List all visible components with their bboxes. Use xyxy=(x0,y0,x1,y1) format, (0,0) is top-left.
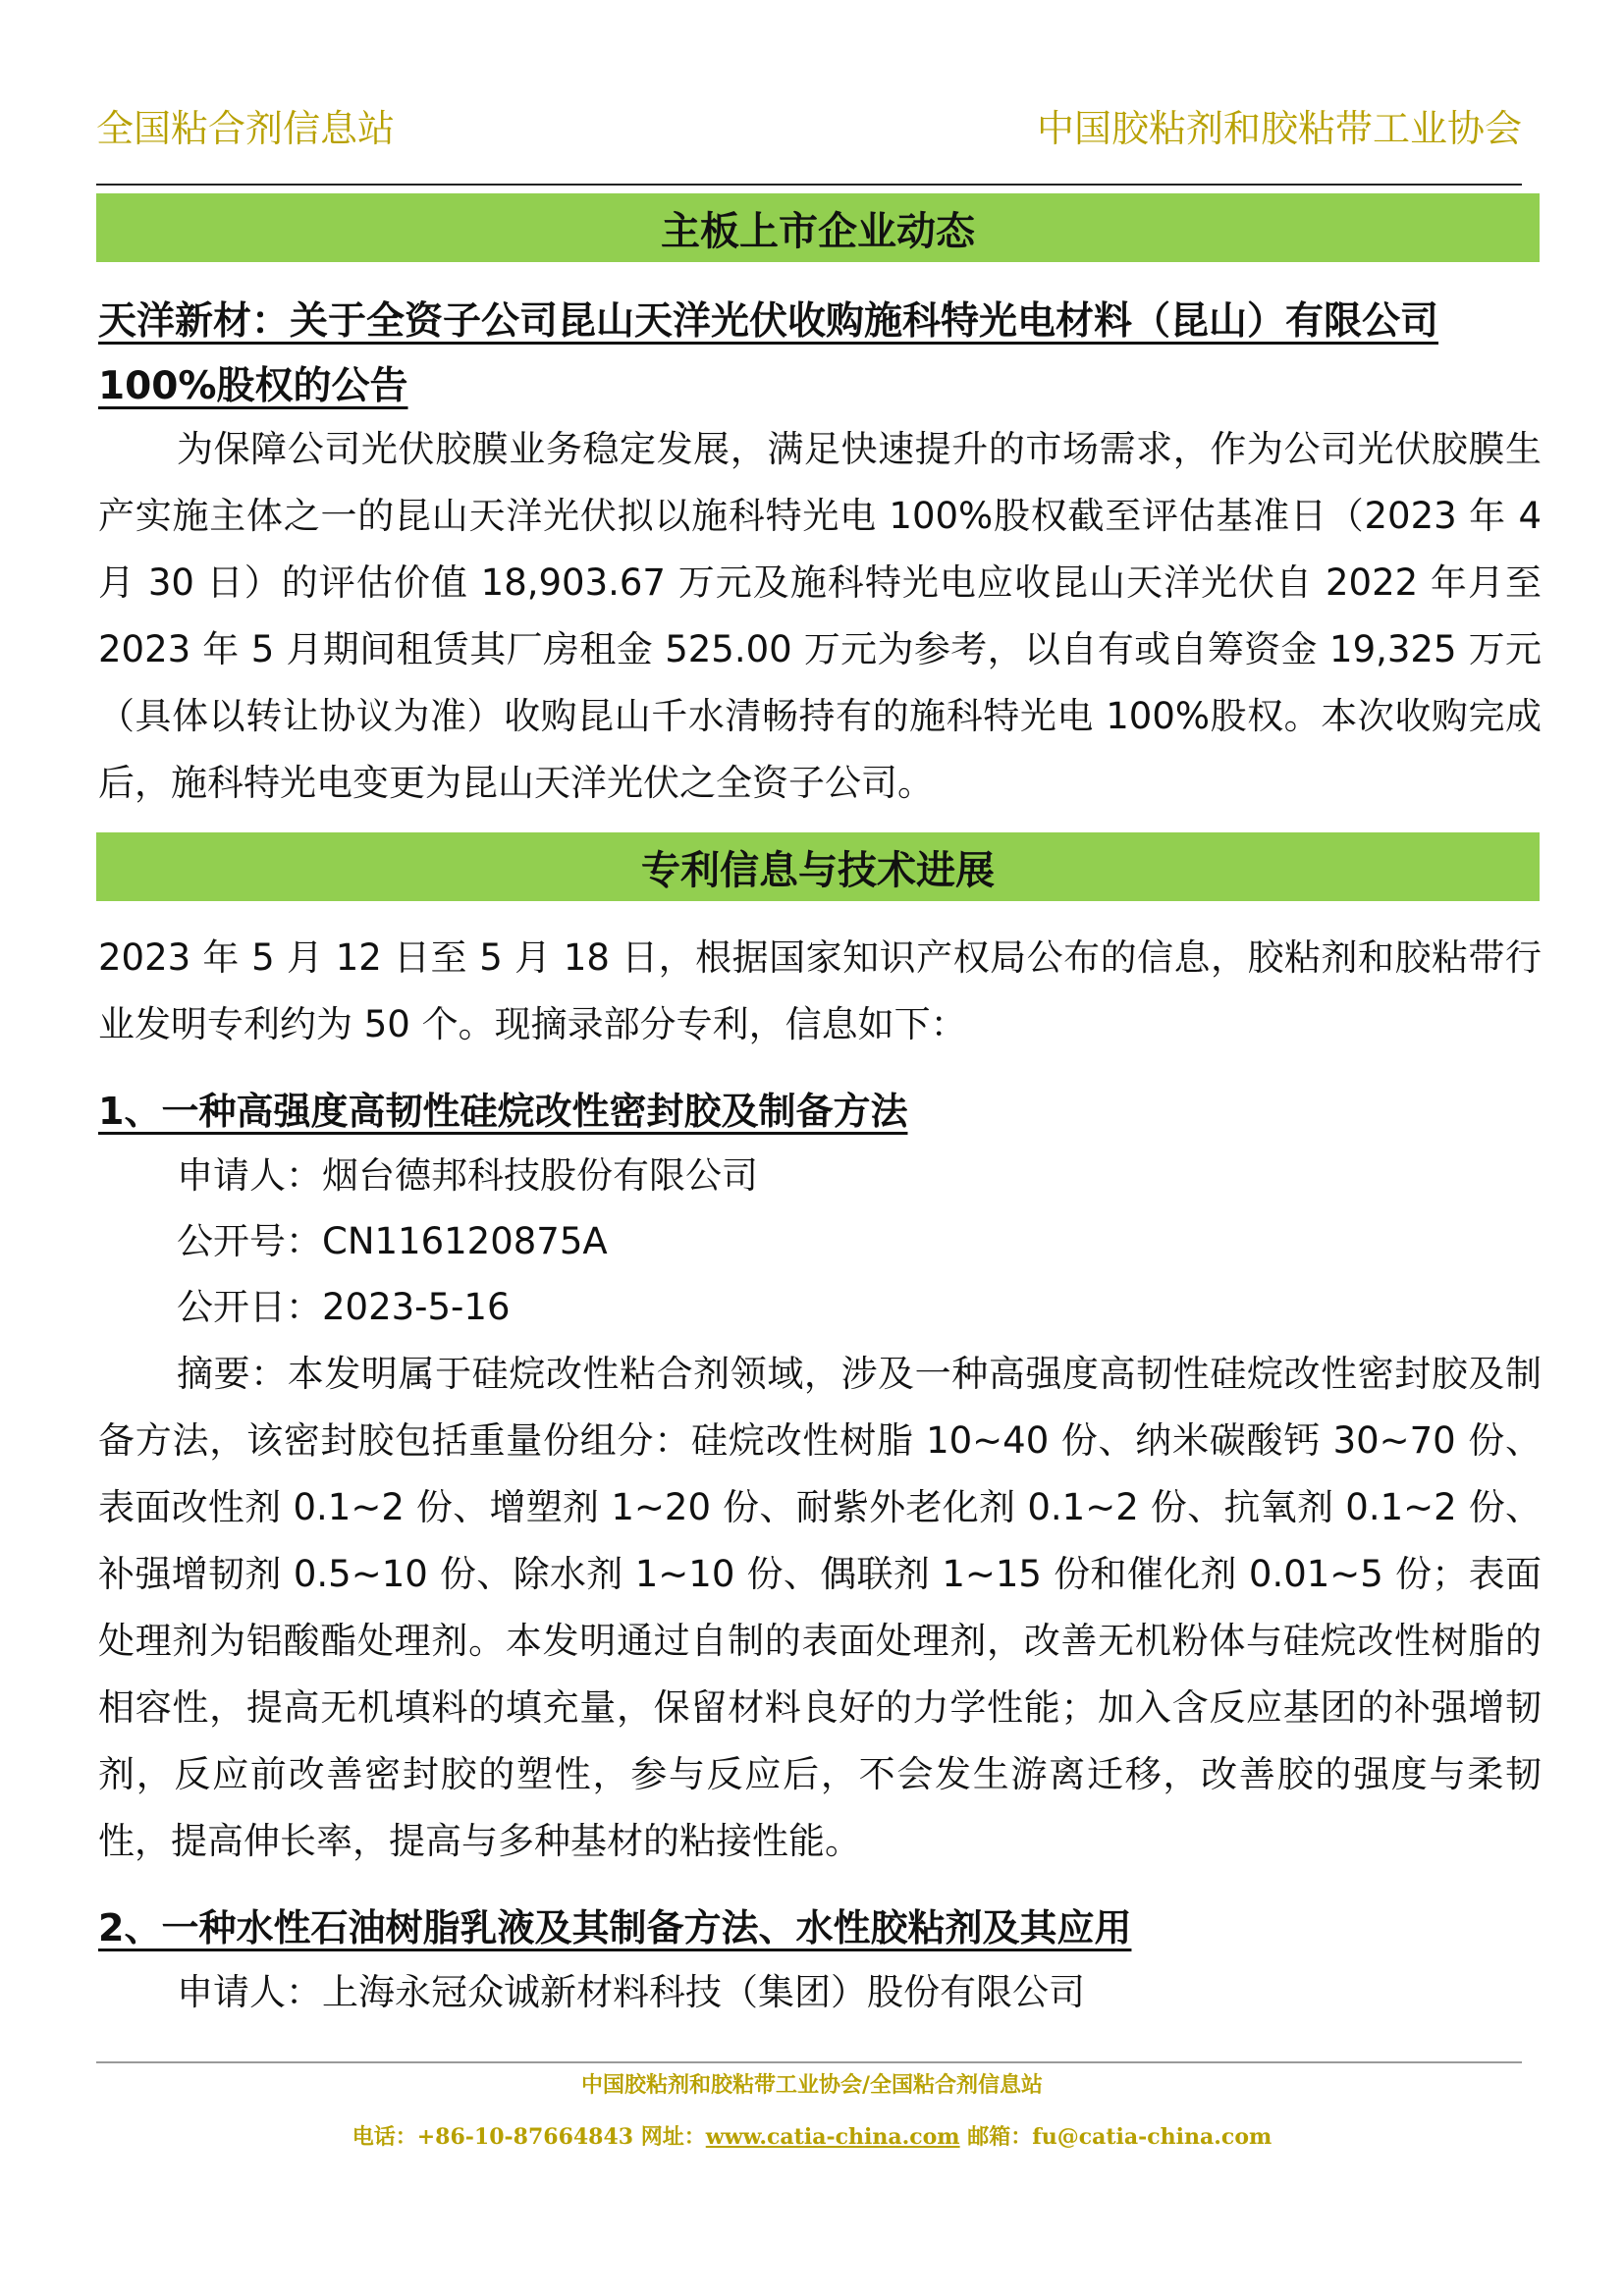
section-heading-patents: 专利信息与技术进展 xyxy=(96,832,1540,901)
header-divider xyxy=(96,184,1522,186)
article-title-text: 天洋新材：关于全资子公司昆山天洋光伏收购施科特光电材料（昆山）有限公司 100%股权的公告 xyxy=(98,299,1439,408)
patent-2-title: 2、一种水性石油树脂乳液及其制备方法、水性胶粘剂及其应用 xyxy=(98,1906,1132,1949)
header-right-title: 中国胶粘剂和胶粘带工业协会 xyxy=(1036,107,1522,150)
footer-email: 邮箱：fu@catia-china.com xyxy=(959,2124,1272,2150)
footer-contact xyxy=(0,2120,1624,2151)
patent-1-title: 1、一种高强度高韧性硅烷改性密封胶及制备方法 xyxy=(98,1090,908,1133)
section-heading-listed-companies: 主板上市企业动态 xyxy=(96,193,1540,262)
patent-1-pub-date: 公开日：2023-5-16 xyxy=(177,1286,511,1328)
patent-intro: 2023 年 5 月 12 日至 5 月 18 日，根据国家知识产权局公布的信息，胶粘剂和胶粘带行业发明专利约为 50 个。现摘录部分专利，信息如下： xyxy=(98,936,1542,1045)
header-left-title: 全国粘合剂信息站 xyxy=(96,107,396,150)
patent-1-abstract: 摘要：本发明属于硅烷改性粘合剂领域，涉及一种高强度高韧性硅烷改性密封胶及制备方法，该密封胶包括重量份组分：硅烷改性树脂 10~40 份、纳米碳酸钙 30~70 份、表面改性剂 0.1~2 份、增塑剂 1~20 份、耐紫外老化剂 0.1~2 份、抗氧剂 0.1~2 份、补强增韧剂 0.5~10 份、除水剂 1~10 份、偶联剂 1~15 份和催化剂 0.01~5 份；表面处理剂为铝酸酯处理剂。本发明通过自制的表面处理剂，改善无机粉体与硅烷改性树脂的相容性，提高无机填料的填充量，保留材料良好的力学性能；加入含反应基团的补强增韧剂，反应前改善密封胶的塑性，参与反应后，不会发生游离迁移，改善胶的强度与柔韧性，提高伸长率，提高与多种基材的粘接性能。 xyxy=(98,1353,1542,1862)
footer-organizations: 中国胶粘剂和胶粘带工业协会/全国粘合剂信息站 xyxy=(580,2072,1044,2098)
patent-1-pub-no: 公开号：CN116120875A xyxy=(177,1220,608,1262)
footer-divider xyxy=(96,2061,1522,2063)
footer-website-link[interactable]: www.catia-china.com xyxy=(705,2124,960,2150)
article-title xyxy=(98,290,1542,419)
patent-2-applicant: 申请人：上海永冠众诚新材料科技（集团）股份有限公司 xyxy=(177,1971,1085,2013)
patent-1-applicant: 申请人：烟台德邦科技股份有限公司 xyxy=(177,1154,758,1197)
article-body: 为保障公司光伏胶膜业务稳定发展，满足快速提升的市场需求，作为公司光伏胶膜生产实施主体之一的昆山天洋光伏拟以施科特光电 100%股权截至评估基准日（2023 年 4 月 30 日）的评估价值 18,903.67 万元及施科特光电应收昆山天洋光伏自 2022 年月至 2023 年 5 月期间租赁其厂房租金 525.00 万元为参考，以自有或自筹资金 19,325 万元（具体以转让协议为准）收购昆山千水清畅持有的施科特光电 100%股权。本次收购完成后，施科特光电变更为昆山天洋光伏之全资子公司。 xyxy=(98,428,1542,804)
footer-phone: 电话：+86-10-87664843 网址： xyxy=(352,2124,706,2150)
